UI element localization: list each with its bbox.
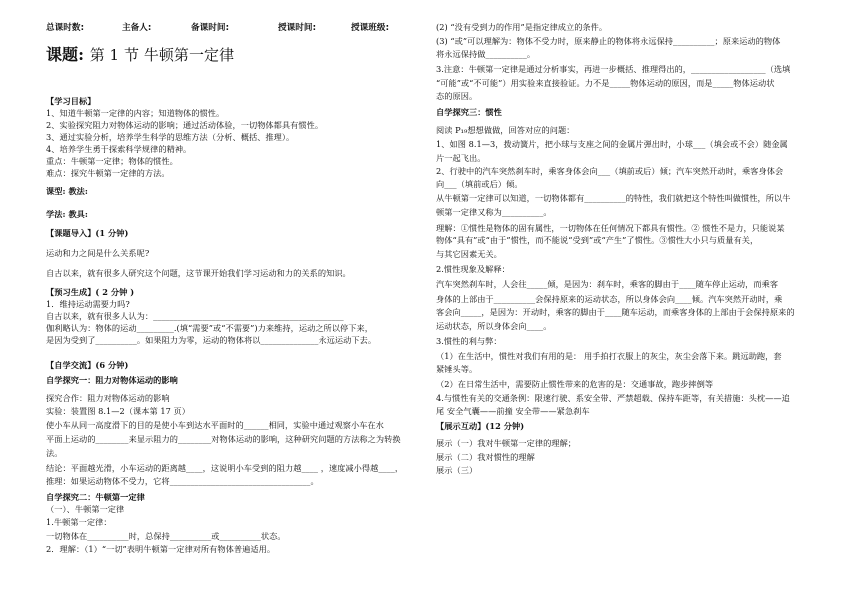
right-text-line: 理解：①惯性是物体的固有属性，一切物体在任何情况下都具有惯性。② 惯性不是力，只能说某 bbox=[436, 223, 785, 233]
right-text-line: 运动状态，所以身体会向____。 bbox=[436, 321, 552, 331]
left-text-line: 实验：装置图 8.1—2（课本第 17 页） bbox=[46, 406, 190, 416]
right-text-line: 展示（一）我对牛顿第一定律的理解； bbox=[436, 438, 577, 448]
left-text-line: 难点：探究牛顿第一定律的方法。 bbox=[46, 168, 170, 178]
right-text-line: 紧锤头等。 bbox=[436, 364, 478, 374]
right-text-line: 展示（三） bbox=[436, 465, 478, 475]
left-text-line: 法。 bbox=[46, 448, 63, 458]
right-text-line: （1）在生活中，惯性对我们有用的是： 用手拍打衣服上的灰尘，灰尘会落下来。跳远助跑，套 bbox=[436, 351, 782, 361]
right-text-line: 自学探究三：惯性 bbox=[436, 107, 502, 117]
right-text-line: 2.惯性现象及解释： bbox=[436, 264, 510, 274]
right-text-line: 3.惯性的利与弊： bbox=[436, 336, 502, 346]
right-text-line: 阅读 P₁₉想想做做，回答对应的问题： bbox=[436, 125, 575, 135]
left-text-line: 使小车从同一高度滑下的目的是使小车到达水平面时的______相同，实验中通过观察小车在水 bbox=[46, 420, 384, 430]
left-text-line: 一切物体在__________时，总保持__________或__________状态。 bbox=[46, 531, 286, 541]
right-text-line: 身体的上部由于__________会保持原来的运动状态，所以身体会向____倾。汽车突然开动时，乘 bbox=[436, 294, 783, 304]
left-text-line: 自学探究二：牛顿第一定律 bbox=[46, 492, 145, 502]
right-text-line: “可能”或“不可能”）用实验来直接验证。力不是_____物体运动的原因，而是_____物体运动状 bbox=[436, 78, 775, 88]
left-text-line: 2．理解：（1）“一切”表明牛顿第一定律对所有物体普遍适用。 bbox=[46, 544, 276, 554]
left-text-line: 4、培养学生勇于探索科学规律的精神。 bbox=[46, 144, 192, 154]
right-text-line: 从牛顿第一定律可以知道，一切物体都有__________的特性，我们就把这个特性叫做惯性，所以牛 bbox=[436, 193, 791, 203]
header-meta-row bbox=[46, 23, 389, 34]
prep-time-label: 备课时间: bbox=[191, 23, 230, 33]
right-text-line: 片一起飞出。 bbox=[436, 153, 486, 163]
left-text-line: 推理：如果运动物体不受力，它将__________________________________。 bbox=[46, 476, 319, 486]
page-title bbox=[46, 46, 234, 64]
title-label: 课题: bbox=[46, 45, 85, 64]
right-text-line: 汽车突然刹车时，人会往_____倾，是因为：刹车时，乘客的脚由于____随车停止运动，而乘客 bbox=[436, 279, 779, 289]
left-text-line: 学法: 教具: bbox=[46, 209, 88, 219]
left-text-line: 1、知道牛顿第一定律的内容；知道物体的惯性。 bbox=[46, 108, 225, 118]
right-text-line: 向___（填前或后）倾。 bbox=[436, 179, 523, 189]
left-text-line: 【预习生成】( 2 分钟 ) bbox=[46, 287, 135, 297]
left-text-line: 【学习目标】 bbox=[46, 96, 96, 106]
right-text-line: 将永远保持做__________。 bbox=[436, 49, 536, 59]
left-text-line: 结论：平面越光滑，小车运动的距离越____，这说明小车受到的阻力越____ ，速度减小得越____， bbox=[46, 463, 404, 473]
left-text-line: 重点：牛顿第一定律；物体的惯性。 bbox=[46, 156, 178, 166]
left-text-line: 探究合作：阻力对物体运动的影响 bbox=[46, 393, 170, 403]
right-text-line: 2、行驶中的汽车突然刹车时，乘客身体会向___（填前或后）倾；汽车突然开动时，乘客身体会 bbox=[436, 166, 784, 176]
left-text-line: 1.牛顿第一定律： bbox=[46, 517, 112, 527]
right-text-line: 3.注意：牛顿第一定律是通过分析事实，再进一步概括、推理得出的，__________________（选填 bbox=[436, 64, 791, 74]
left-text-line: 运动和力之间是什么关系呢? bbox=[46, 248, 150, 258]
left-text-line: 2、实验探究阻力对物体运动的影响；通过活动体验，一切物体都具有惯性。 bbox=[46, 120, 324, 130]
teach-time-label: 授课时间: bbox=[278, 23, 317, 33]
right-text-line: 1、如图 8.1—3，拨动簧片，把小球与支座之间的金属片弹出时，小球___（填会或不会）随金属 bbox=[436, 139, 788, 149]
right-text-line: 展示（二）我对惯性的理解 bbox=[436, 452, 535, 462]
right-text-line: 顿第一定律又称为__________。 bbox=[436, 207, 552, 217]
left-text-line: 课型: 教法: bbox=[46, 186, 88, 196]
right-text-line: (3) “或”可以理解为：物体不受力时，原来静止的物体将永远保持__________；原来运动的物体 bbox=[436, 36, 781, 46]
right-text-line: 与其它因素无关。 bbox=[436, 249, 502, 259]
left-text-line: 平面上运动的________来显示阻力的________对物体运动的影响，这种研究问题的方法称之为转换 bbox=[46, 434, 401, 444]
right-text-line: (2) “没有受到力的作用”是指定律成立的条件。 bbox=[436, 22, 608, 32]
right-text-line: 【展示互动】(12 分钟) bbox=[436, 421, 525, 431]
right-text-line: 物体“具有”或“由于”惯性，而不能说“受到”或“产生”了惯性。③惯性大小只与质量有关， bbox=[436, 235, 759, 245]
left-text-line: 自学探究一：阻力对物体运动的影响 bbox=[46, 375, 178, 385]
right-text-line: 尾 安全气囊——前撞 安全带——紧急刹车 bbox=[436, 406, 590, 416]
left-text-line: 自古以来，就有很多人认为：______________________________________________ bbox=[46, 311, 344, 321]
right-text-line: 客会向_____，是因为：开动时，乘客的脚由于____随车运动，而乘客身体的上部由于会保持原来的 bbox=[436, 307, 795, 317]
left-text-line: 【自学交流】(6 分钟) bbox=[46, 360, 129, 370]
right-text-line: 4.与惯性有关的交通条例：限速行驶、系安全带、严禁超载、保持车距等，有关措施：头枕——追 bbox=[436, 393, 790, 403]
title-text: 第 1 节 牛顿第一定律 bbox=[89, 46, 235, 64]
total-hours-label: 总课时数: bbox=[46, 23, 85, 33]
right-text-line: （2）在日常生活中，需要防止惯性带来的危害的是：交通事故，跑步摔倒等 bbox=[436, 379, 714, 389]
left-text-line: 3、通过实验分析，培养学生科学的思维方法（分析、概括、推理）。 bbox=[46, 132, 295, 142]
left-text-line: 1．维持运动需要力吗? bbox=[46, 299, 130, 309]
left-text-line: 是因为受到了__________。如果阻力为零，运动的物体将以______________永远运动下去。 bbox=[46, 335, 377, 345]
left-text-line: 伽利略认为：物体的运动_________.(填“需要”或“不需要”)力来维持，运动之所以停下来， bbox=[46, 323, 373, 333]
left-text-line: （一）、牛顿第一定律 bbox=[46, 504, 125, 514]
left-text-line: 【课题导入】(1 分钟) bbox=[46, 228, 129, 238]
left-text-line: 自古以来，就有很多人研究这个问题，这节课开始我们学习运动和力的关系的知识。 bbox=[46, 268, 351, 278]
right-text-line: 态的原因。 bbox=[436, 91, 478, 101]
class-label: 授课班级: bbox=[351, 23, 390, 33]
lead-label: 主备人: bbox=[122, 23, 152, 33]
